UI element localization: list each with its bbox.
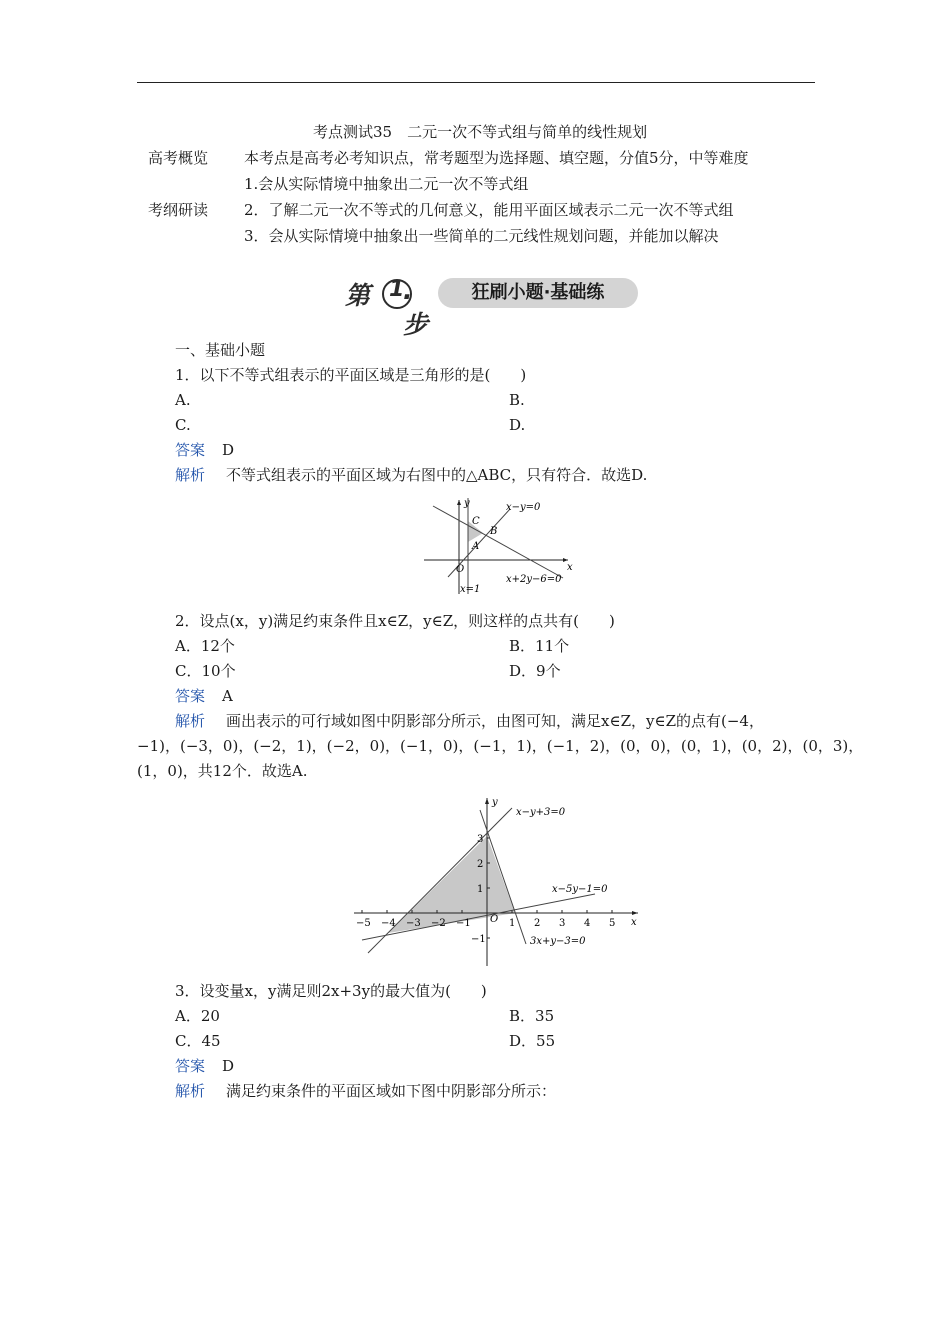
q1-line-x-plus-2y (433, 506, 563, 578)
q2-y-arrow (485, 798, 489, 804)
q1-origin: O (456, 564, 465, 575)
q2-figure (340, 788, 646, 970)
q2-x-tick-label: −4 (381, 918, 396, 929)
q1-stem: 1．以下不等式组表示的平面区域是三角形的是( ) (175, 366, 527, 384)
q1-option-b: B. (509, 391, 525, 409)
q2-y-tick-label: 3 (477, 834, 484, 845)
q2-x-tick-label: 3 (559, 918, 566, 929)
q2-y-tick-label: −1 (471, 934, 486, 945)
q2-y-tick-label: 2 (477, 859, 484, 870)
q1-label-line3: x=1 (460, 584, 481, 595)
q3-answer: D (222, 1057, 235, 1075)
syllabus-item-1: 1.会从实际情境中抽象出二元一次不等式组 (244, 175, 529, 193)
page-title: 考点测试35 二元一次不等式组与简单的线性规划 (313, 123, 648, 141)
syllabus-item-3: 3．会从实际情境中抽象出一些简单的二元线性规划问题，并能加以解决 (244, 227, 719, 245)
q2-label-line3: 3x+y−3=0 (530, 936, 586, 947)
q1-analysis-label: 解析 (175, 466, 206, 484)
banner-label: 狂刷小题·基础练 (438, 278, 638, 308)
q2-label-line2: x−5y−1=0 (552, 884, 608, 895)
q2-stem: 2．设点(x，y)满足约束条件且x∈Z，y∈Z，则这样的点共有( ) (175, 612, 615, 630)
q2-analysis-label: 解析 (175, 712, 206, 730)
q1-label-line2: x+2y−6=0 (506, 574, 562, 585)
step-prefix: 第 (345, 281, 372, 310)
step-suffix: .步 (403, 276, 430, 339)
q1-option-d: D. (509, 416, 526, 434)
syllabus-item-2: 2．了解二元一次不等式的几何意义，能用平面区域表示二元一次不等式组 (244, 201, 734, 219)
q2-option-a: A．12个 (175, 637, 235, 655)
step-number: 1 (389, 277, 406, 302)
q2-x-tick-label: 4 (584, 918, 591, 929)
q2-x-tick-label: 1 (509, 918, 516, 929)
q1-analysis: 不等式组表示的平面区域为右图中的△ABC，只有符合．故选D. (226, 466, 648, 484)
q1-point-a: A (472, 541, 480, 552)
q2-answer: A (222, 687, 233, 705)
q1-label-line1: x−y=0 (506, 502, 541, 513)
q2-x-tick-label: −1 (456, 918, 471, 929)
q2-x-tick-label: 2 (534, 918, 541, 929)
q2-y-label: y (492, 797, 498, 808)
q3-option-a: A．20 (175, 1007, 220, 1025)
q1-option-a: A. (175, 391, 191, 409)
q2-label-line1: x−y+3=0 (516, 807, 566, 818)
q2-x-label: x (631, 917, 637, 928)
q1-answer-label: 答案 (175, 441, 206, 459)
q2-x-tick-label: −2 (431, 918, 446, 929)
q2-analysis-line2: −1)，(−3，0)，(−2，1)，(−2，0)，(−1，0)，(−1，1)，(−1，2)，(0，0)，(0，1)，(0，2)，(0，3)， (137, 737, 864, 755)
q1-point-b: B (490, 526, 498, 537)
q1-point-c: C (472, 516, 480, 527)
q2-y-tick-label: 1 (477, 884, 484, 895)
q1-answer: D (222, 441, 235, 459)
q2-option-b: B．11个 (509, 637, 570, 655)
q3-option-c: C．45 (175, 1032, 221, 1050)
q2-option-d: D．9个 (509, 662, 561, 680)
overview-text: 本考点是高考必考知识点，常考题型为选择题、填空题，分值5分，中等难度 (244, 149, 749, 167)
q3-option-d: D．55 (509, 1032, 556, 1050)
top-rule (137, 82, 815, 83)
section-title: 一、基础小题 (175, 341, 266, 359)
q3-answer-label: 答案 (175, 1057, 206, 1075)
q2-x-tick-label: −5 (356, 918, 371, 929)
q2-x-arrow (632, 911, 638, 915)
q1-figure (418, 492, 578, 598)
overview-label: 高考概览 (148, 149, 209, 167)
q1-option-c: C. (175, 416, 191, 434)
q2-analysis-line3: (1，0)，共12个．故选A. (137, 762, 308, 780)
q2-origin: O (490, 914, 499, 925)
q3-option-b: B．35 (509, 1007, 555, 1025)
q2-answer-label: 答案 (175, 687, 206, 705)
q1-y-label: y (464, 498, 470, 509)
syllabus-label: 考纲研读 (148, 201, 209, 219)
q3-stem: 3．设变量x，y满足则2x+3y的最大值为( ) (175, 982, 487, 1000)
q2-x-tick-label: 5 (609, 918, 616, 929)
q1-y-arrow (457, 500, 461, 505)
q3-analysis-label: 解析 (175, 1082, 206, 1100)
q1-x-label: x (567, 562, 573, 573)
q2-option-c: C．10个 (175, 662, 236, 680)
q2-x-tick-label: −3 (406, 918, 421, 929)
q3-analysis: 满足约束条件的平面区域如下图中阴影部分所示： (226, 1082, 557, 1100)
q2-analysis-line1: 画出表示的可行域如图中阴影部分所示，由图可知，满足x∈Z，y∈Z的点有(−4， (226, 712, 764, 730)
